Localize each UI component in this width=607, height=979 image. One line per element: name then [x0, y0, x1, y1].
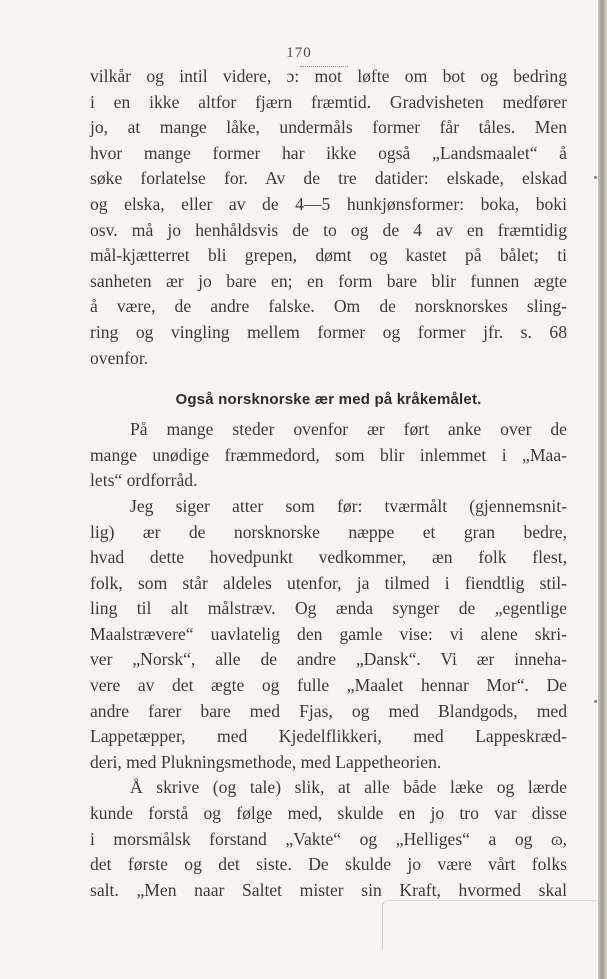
text-line: andre farer bare med Fjas, og med Blandgods, med	[90, 700, 567, 721]
text-line: folk, som står aldeles utenfor, ja tilmed i fiendtlig stil-	[90, 572, 567, 593]
spacer	[90, 371, 567, 391]
text-line: i morsmålsk forstand „Vakte“ og „Helliges“ a og ɷ,	[90, 828, 567, 849]
text-line: mange unødige fræmmedord, som blir inlemmet i „Maa-	[90, 444, 567, 465]
text-line: lets“ ordforråd.	[90, 470, 198, 491]
paragraph-4	[90, 775, 567, 903]
text-line: hvad dette hovedpunkt vedkommer, æn folk flest,	[90, 547, 567, 568]
text-line: mål-kjætterret bli grepen, dømt og kastet på bålet; ti	[90, 245, 567, 266]
text-line: vilkår og intil videre, ɔ: mot løfte om bot og bedring	[90, 66, 567, 86]
text-line: ovenfor.	[90, 347, 149, 368]
text-line: det første og det siste. De skulde jo være vårt folks	[90, 854, 567, 875]
body-text	[90, 64, 567, 903]
text-line: vere av det ægte og fulle „Maalet hennar Mor“. De	[90, 675, 567, 696]
text-line: ver „Norsk“, alle de andre „Dansk“. Vi ær inneha-	[90, 649, 567, 670]
margin-speck	[594, 700, 597, 703]
text-line: Jeg siger atter som før: tværmålt (gjennemsnit-	[130, 495, 567, 516]
text-line: lig) ær de norsknorske næppe et gran bedre,	[90, 521, 567, 542]
page-crease	[382, 900, 599, 949]
paragraph-2	[90, 417, 567, 494]
text-line: deri, med Plukningsmethode, med Lappetheorien.	[90, 751, 442, 772]
text-line: jo, at mange låke, undermåls former får tåles. Men	[90, 117, 567, 138]
text-line: hvor mange former har ikke også „Landsmaalet“ å	[90, 142, 567, 163]
text-line: osv. må jo henhåldsvis de to og de 4 av en fræmtidig	[90, 219, 567, 240]
book-spine-edge	[598, 0, 607, 979]
section-heading: Også norsknorske ær med på kråkemålet.	[175, 391, 482, 409]
text-line: kunde forstå og følge med, skulde en jo tro var disse	[90, 803, 567, 824]
text-line: Lappetæpper, med Kjedelflikkeri, med Lappeskræd-	[90, 726, 567, 747]
paragraph-1	[90, 64, 567, 371]
text-line: På mange steder ovenfor ær ført anke over de	[130, 419, 567, 440]
text-line: søke forlatelse for. Av de tre datider: elskade, elskad	[90, 168, 567, 189]
page-number: 170	[286, 45, 312, 61]
margin-speck	[594, 176, 597, 179]
text-line: salt. „Men naar Saltet mister sin Kraft, hvormed skal	[90, 879, 567, 900]
paragraph-3	[90, 494, 567, 776]
text-line: Å skrive (og tale) slik, at alle både læke og lærde	[130, 777, 567, 798]
text-line: å være, de andre falske. Om de norsknorskes sling-	[90, 296, 567, 317]
text-line: ling til alt målstræv. Og ænda synger de „egentlige	[90, 598, 567, 619]
text-line: sanheten ær jo bare en; en form bare blir funnen ægte	[90, 270, 567, 291]
text-line: og elska, eller av de 4—5 hunkjønsformer: boka, boki	[90, 193, 567, 214]
text-line: Maalstrævere“ uavlatelig den gamle vise: vi alene skri-	[90, 623, 567, 644]
text-line: i en ikke altfor fjærn fræmtid. Gradvisheten medfører	[90, 91, 567, 112]
text-line: ring og vingling mellem former og former jfr. s. 68	[90, 321, 567, 342]
